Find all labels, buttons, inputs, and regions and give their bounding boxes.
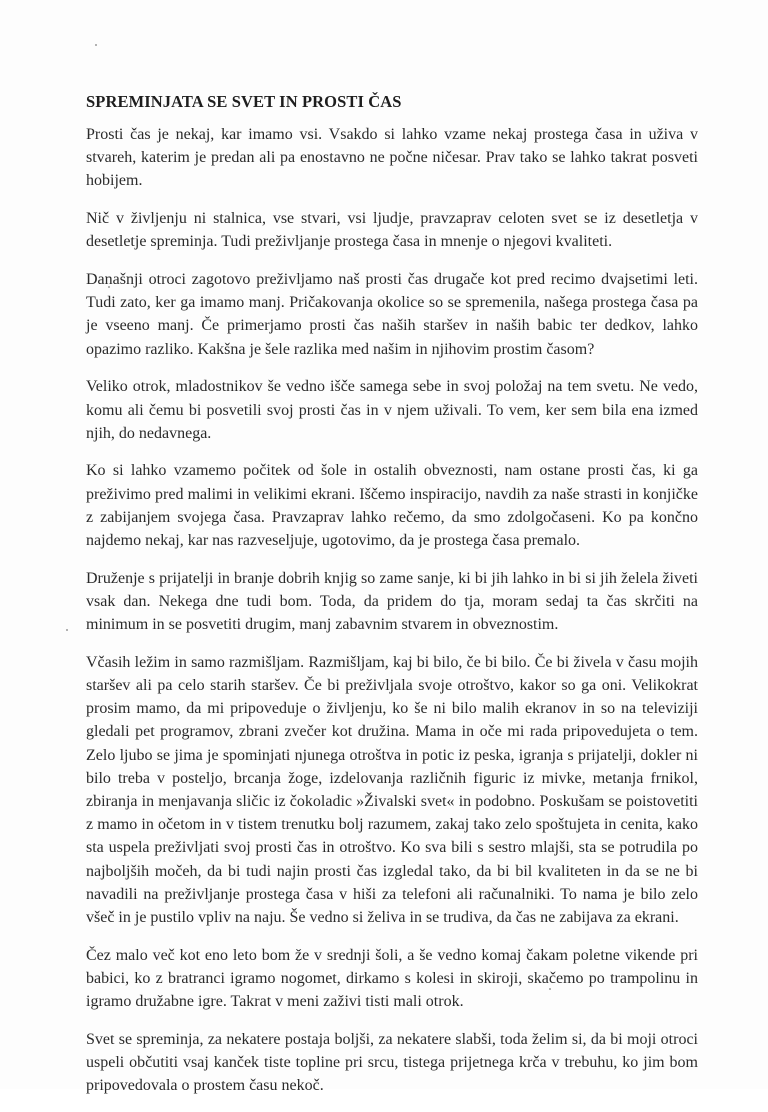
paragraph: Prosti čas je nekaj, kar imamo vsi. Vsakdo si lahko vzame nekaj prostega časa in uživa v stvareh, katerim je predan ali pa enostavno ne počne ničesar. Prav tako se lahko takrat posveti hobijem. <box>86 126 698 190</box>
paragraph: Današnji otroci zagotovo preživljamo naš prosti čas drugače kot pred recimo dvajsetimi leti. Tudi zato, ker ga imamo manj. Pričakovanja okolice so se spremenila, našega prostega časa pa je vseeno manj. Če primerjamo prosti čas naših staršev in naših babic ter dedkov, lahko opazimo razliko. Kakšna je šele razlika med našim in njihovim prostim časom? <box>86 271 698 358</box>
document-title: SPREMINJATA SE SVET IN PROSTI ČAS <box>86 92 402 111</box>
paragraph: Veliko otrok, mladostnikov še vedno išče samega sebe in svoj položaj na tem svetu. Ne vedo, komu ali čemu bi posvetili svoj prosti čas in v njem uživali. To vem, ker sem bila ena izmed njih, do nedavnega. <box>86 378 698 442</box>
paragraph: Druženje s prijatelji in branje dobrih knjig so zame sanje, ki bi jih lahko in bi si jih želela živeti vsak dan. Nekega dne tudi bom. Toda, da pridem do tja, moram sedaj ta čas skrčiti na minimum in se posvetiti drugim, manj zabavnim stvarem in obveznostim. <box>86 569 698 634</box>
paragraph: Včasih ležim in samo razmišljam. Razmišljam, kaj bi bilo, če bi bilo. Če bi živela v času mojih staršev ali pa celo starih staršev. Če bi preživljala svoje otroštvo, kakor so ga oni. Velikokrat prosim mamo, da mi pripoveduje o življenju, ko še ni bilo malih ekranov in so na televiziji gledali pet programov, zbrani zvečer kot družina. Mama in oče mi rada pripovedujeta o tem. Zelo ljubo se jima je spominjati njunega otroštva in potic iz peska, igranja s prijatelji, dokler ni bilo treba v posteljo, brcanja žoge, izdelovanja različnih figuric iz mivke, metanja frnikol, zbiranja in menjavanja sličic iz čokoladic »Živalski svet« in podobno. Poskušam se poistovetiti z mamo in očetom in v tistem trenutku bolj razumem, zakaj tako zelo spoštujeta in cenita, kako sta uspela preživljati svoj prosti čas in otroštvo. Ko sva bili s sestro mlajši, sta se potrudila po najboljših močeh, da bi tudi najin prosti čas izgledal tako, da bi bil kvaliteten in da se ne bi navadili na preživljanje prostega časa v hiši za telefoni ali računalniki. To nama je bilo zelo všeč in je pustilo vpliv na naju. Še vedno si želiva in se trudiva, da čas ne zabijava za ekrani. <box>86 653 698 927</box>
document-body <box>86 92 698 1112</box>
paragraph: Čez malo več kot eno leto bom že v srednji šoli, a še vedno komaj čakam poletne vikende pri babici, ko z bratranci igramo nogomet, dirkamo s kolesi in skiroji, skačemo po trampolinu in igramo družabne igre. Takrat v meni zaživi tisti mali otrok. <box>86 946 698 1011</box>
paragraph: Svet se spreminja, za nekatere postaja boljši, za nekatere slabši, toda želim si, da bi moji otroci uspeli občutiti vsaj kanček tiste topline pri srcu, tistega prijetnega krča v trebuhu, ko jim bom pripovedovala o prostem času nekoč. <box>86 1030 698 1095</box>
scan-speck <box>95 44 97 46</box>
paragraph: Ko si lahko vzamemo počitek od šole in ostalih obveznosti, nam ostane prosti čas, ki ga preživimo pred malimi in velikimi ekrani. Iščemo inspiracijo, navdih za naše strasti in konjičke z zabijanjem svojega časa. Pravzaprav lahko rečemo, da smo zdolgočaseni. Ko pa končno najdemo nekaj, kar nas razveseljuje, ugotovimo, da je prostega časa premalo. <box>86 462 698 550</box>
paragraph: Nič v življenju ni stalnica, vse stvari, vsi ljudje, pravzaprav celoten svet se iz desetletja v desetletje spreminja. Tudi preživljanje prostega časa in mnenje o njegovi kvaliteti. <box>86 210 698 251</box>
scan-speck <box>66 629 68 631</box>
